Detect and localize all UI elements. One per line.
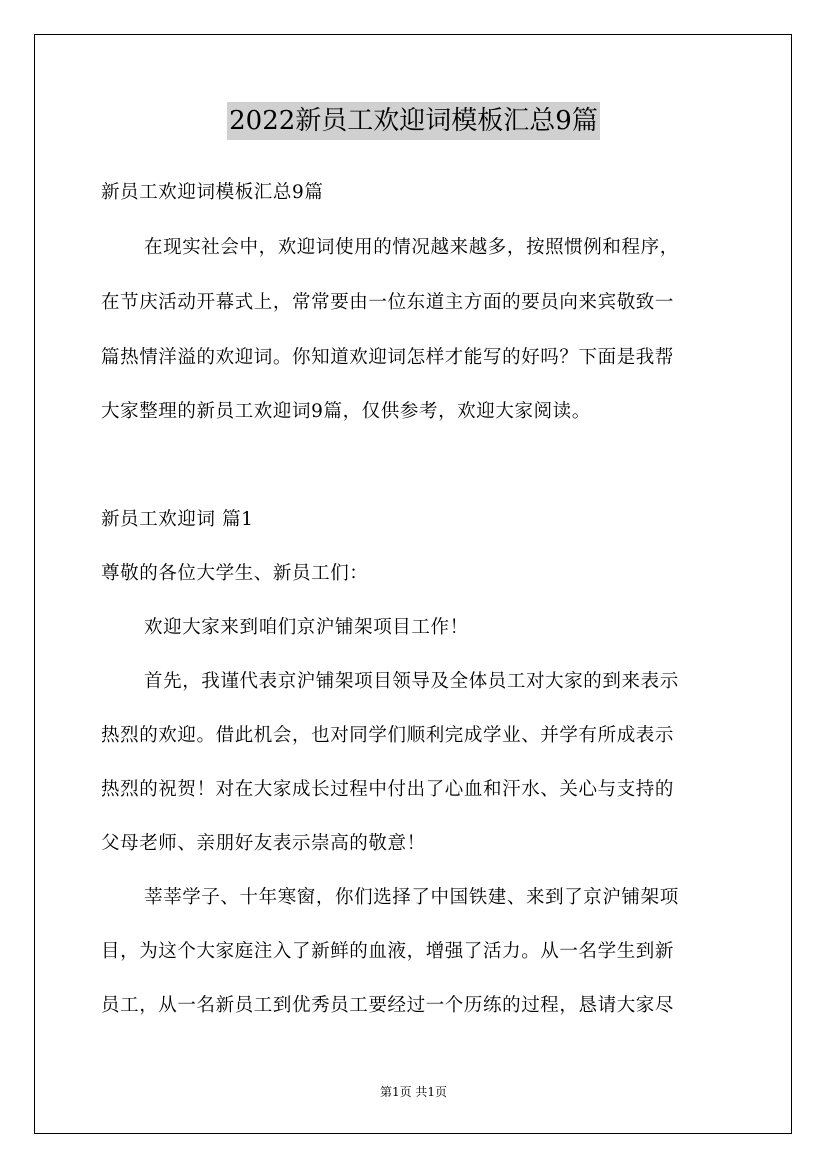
salutation-line: 尊敬的各位大学生、新员工们： (101, 563, 369, 584)
paragraph-line: 在节庆活动开幕式上，常常要由一位东道主方面的要员向来宾敬致一 (101, 292, 675, 313)
paragraph-line: 热烈的祝贺！对在大家成长过程中付出了心血和汗水、关心与支持的 (101, 779, 675, 800)
title-container (0, 102, 827, 140)
paragraph-line: 首先，我谨代表京沪铺架项目领导及全体员工对大家的到来表示 (144, 671, 679, 692)
page-footer: 第1页 共1页 (379, 1085, 448, 1099)
paragraph-line: 父母老师、亲朋好友表示崇高的敬意！ (101, 833, 426, 854)
paragraph-line: 员工，从一名新员工到优秀员工要经过一个历练的过程，恳请大家尽 (101, 995, 675, 1016)
paragraph-line: 在现实社会中，欢迎词使用的情况越来越多，按照惯例和程序， (144, 237, 679, 258)
document-title: 2022新员工欢迎词模板汇总9篇 (227, 102, 600, 140)
paragraph-line: 大家整理的新员工欢迎词9篇，仅供参考，欢迎大家阅读。 (101, 401, 591, 422)
paragraph-line: 热烈的欢迎。借此机会，也对同学们顺利完成学业、并学有所成表示 (101, 725, 675, 746)
paragraph-line: 欢迎大家来到咱们京沪铺架项目工作！ (144, 617, 469, 638)
paragraph-line: 篇热情洋溢的欢迎词。你知道欢迎词怎样才能写的好吗？下面是我帮 (101, 347, 675, 368)
subtitle-line: 新员工欢迎词模板汇总9篇 (101, 182, 324, 203)
paragraph-line: 莘莘学子、十年寒窗，你们选择了中国铁建、来到了京沪铺架项 (144, 887, 679, 908)
paragraph-line: 目，为这个大家庭注入了新鲜的血液，增强了活力。从一名学生到新 (101, 941, 675, 962)
section-heading: 新员工欢迎词 篇1 (101, 509, 254, 530)
